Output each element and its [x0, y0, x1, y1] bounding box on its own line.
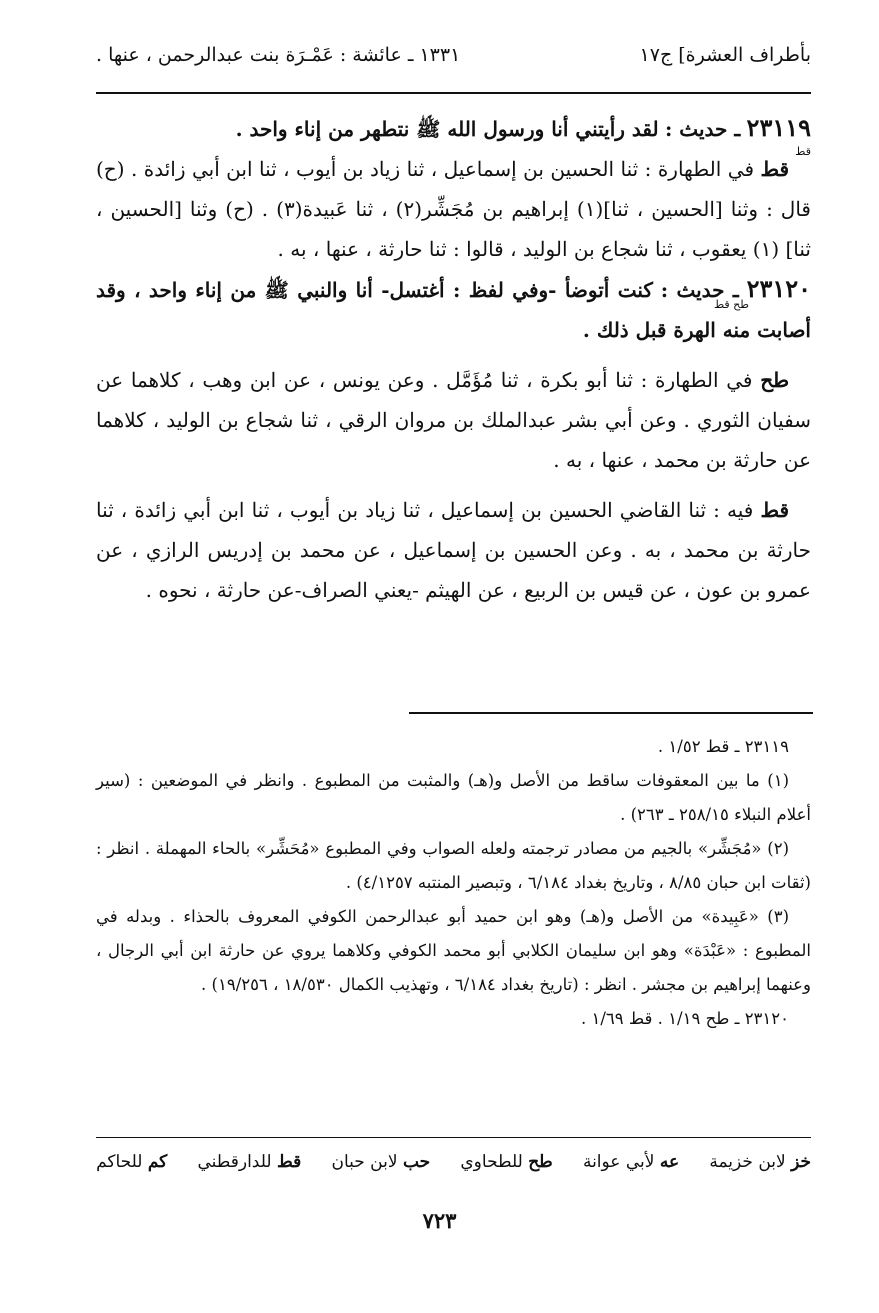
abbreviation-key [96, 1152, 811, 1172]
abbreviation-rule [96, 1137, 811, 1138]
abbreviation-item: حب لابن حبان [331, 1152, 431, 1172]
hadith-text: كنت أتوضأ -وفي لفظ : أغتسل- أنا والنبي ﷺ من إناء واحد ، وقد أصابت منه الهرة قبل ذلك . [96, 278, 811, 342]
hadith-text: لقد رأيتني أنا ورسول الله ﷺ نتطهر من إناء واحد . [235, 117, 659, 141]
source-symbol: طح [760, 368, 790, 392]
header-chapter-title: ١٣٣١ ـ عائشة : عَمْـرَة بنت عبدالرحمن ، عنها . [96, 44, 461, 66]
source-marker: قط [795, 145, 811, 158]
isnad-text: في الطهارة : ثنا أبو بكرة ، ثنا مُؤَمَّل . وعن يونس ، عن ابن وهب ، كلاهما عن سفيان الثوري . وعن أبي بشر عبدالملك بن مروان الرقي ، ثنا شجاع بن الوليد ، كلاهما عن حارثة بن محمد ، عنها ، به . [96, 368, 811, 472]
abbreviation-item: كم للحاكم [96, 1152, 168, 1172]
source-marker: طح قط [713, 298, 749, 311]
hadith-number: ٢٣١٢٠ [746, 274, 812, 303]
footnote: ٢٣١١٩ ـ قط ١/٥٢ . [657, 737, 789, 756]
abbreviation-item: عه لأبي عوانة [582, 1152, 680, 1172]
hadith-label: ـ حديث : [660, 278, 739, 302]
hadith-number: ٢٣١١٩ [746, 113, 811, 142]
header-book-title: بأطراف العشرة] ج١٧ [639, 44, 811, 66]
page-number: ٧٢٣ [422, 1208, 457, 1233]
isnad-paragraph [96, 490, 811, 610]
abbreviation-item: طح للطحاوي [460, 1152, 553, 1172]
abbreviation-item: قط للدارقطني [197, 1152, 302, 1172]
isnad-text: فيه : ثنا القاضي الحسين بن إسماعيل ، ثنا زياد بن أيوب ، ثنا ابن أبي زائدة ، ثنا حارثة بن محمد ، به . وعن الحسين بن إسماعيل ، عن محمد بن إدريس الرازي ، عن عمرو بن عون ، عن قيس بن الربيع ، عن الهيثم -يعني الصراف-عن حارثة ، نحوه . [96, 498, 811, 602]
footnotes [96, 730, 811, 1036]
footnote: ٢٣١٢٠ ـ طح ١/١٩ . قط ١/٦٩ . [580, 1009, 789, 1028]
header-rule [96, 92, 811, 94]
footnote: (١) ما بين المعقوفات ساقط من الأصل و(هـ) والمثبت من المطبوع . وانظر في الموضعين : (سير أعلام النبلاء ٢٥٨/١٥ ـ ٢٦٣) . [96, 771, 811, 824]
isnad-paragraph [96, 360, 811, 480]
abbreviation-item: خز لابن خزيمة [709, 1152, 811, 1172]
isnad-text: في الطهارة : ثنا الحسين بن إسماعيل ، ثنا زياد بن أيوب ، ثنا ابن أبي زائدة . (ح) قال : وثنا [الحسين ، ثنا](١) إبراهيم بن مُجَشِّر(٢) ، ثنا عَبيدة(٣) . (ح) وثنا [الحسين ، ثنا] (١) يعقوب ، ثنا شجاع بن الوليد ، قالوا : ثنا حارثة ، عنها ، به . [96, 157, 811, 261]
hadith-23120 [96, 269, 811, 350]
running-header [96, 44, 811, 66]
footnote: (٢) «مُجَشِّر» بالجيم من مصادر ترجمته ولعله الصواب وفي المطبوع «مُحَشِّر» بالحاء المهملة . انظر : (ثقات ابن حبان ٨/٨٥ ، وتاريخ بغداد ٦/١٨٤ ، وتبصير المنتبه ٤/١٢٥٧) . [96, 839, 811, 892]
hadith-23119 [96, 108, 811, 158]
footnote-separator [409, 712, 813, 714]
footnote: (٣) «عَبِيدة» من الأصل و(هـ) وهو ابن حميد أبو عبدالرحمن الكوفي المعروف بالحذاء . وبدله في المطبوع : «عَبْدَة» وهو ابن سليمان الكلابي أبو محمد الكوفي وكلاهما يروي عن حارثة ابن أبي الرجال ، وعنهما إبراهيم بن مجشر . انظر : (تاريخ بغداد ٦/١٨٤ ، وتهذيب الكمال ١٨/٥٣٠ ، ١٩/٢٥٦) . [96, 907, 811, 994]
hadith-label: ـ حديث : [664, 117, 741, 141]
source-symbol: قط [760, 157, 790, 181]
main-text [96, 108, 811, 610]
isnad-paragraph [96, 149, 811, 269]
source-symbol: قط [760, 498, 789, 522]
